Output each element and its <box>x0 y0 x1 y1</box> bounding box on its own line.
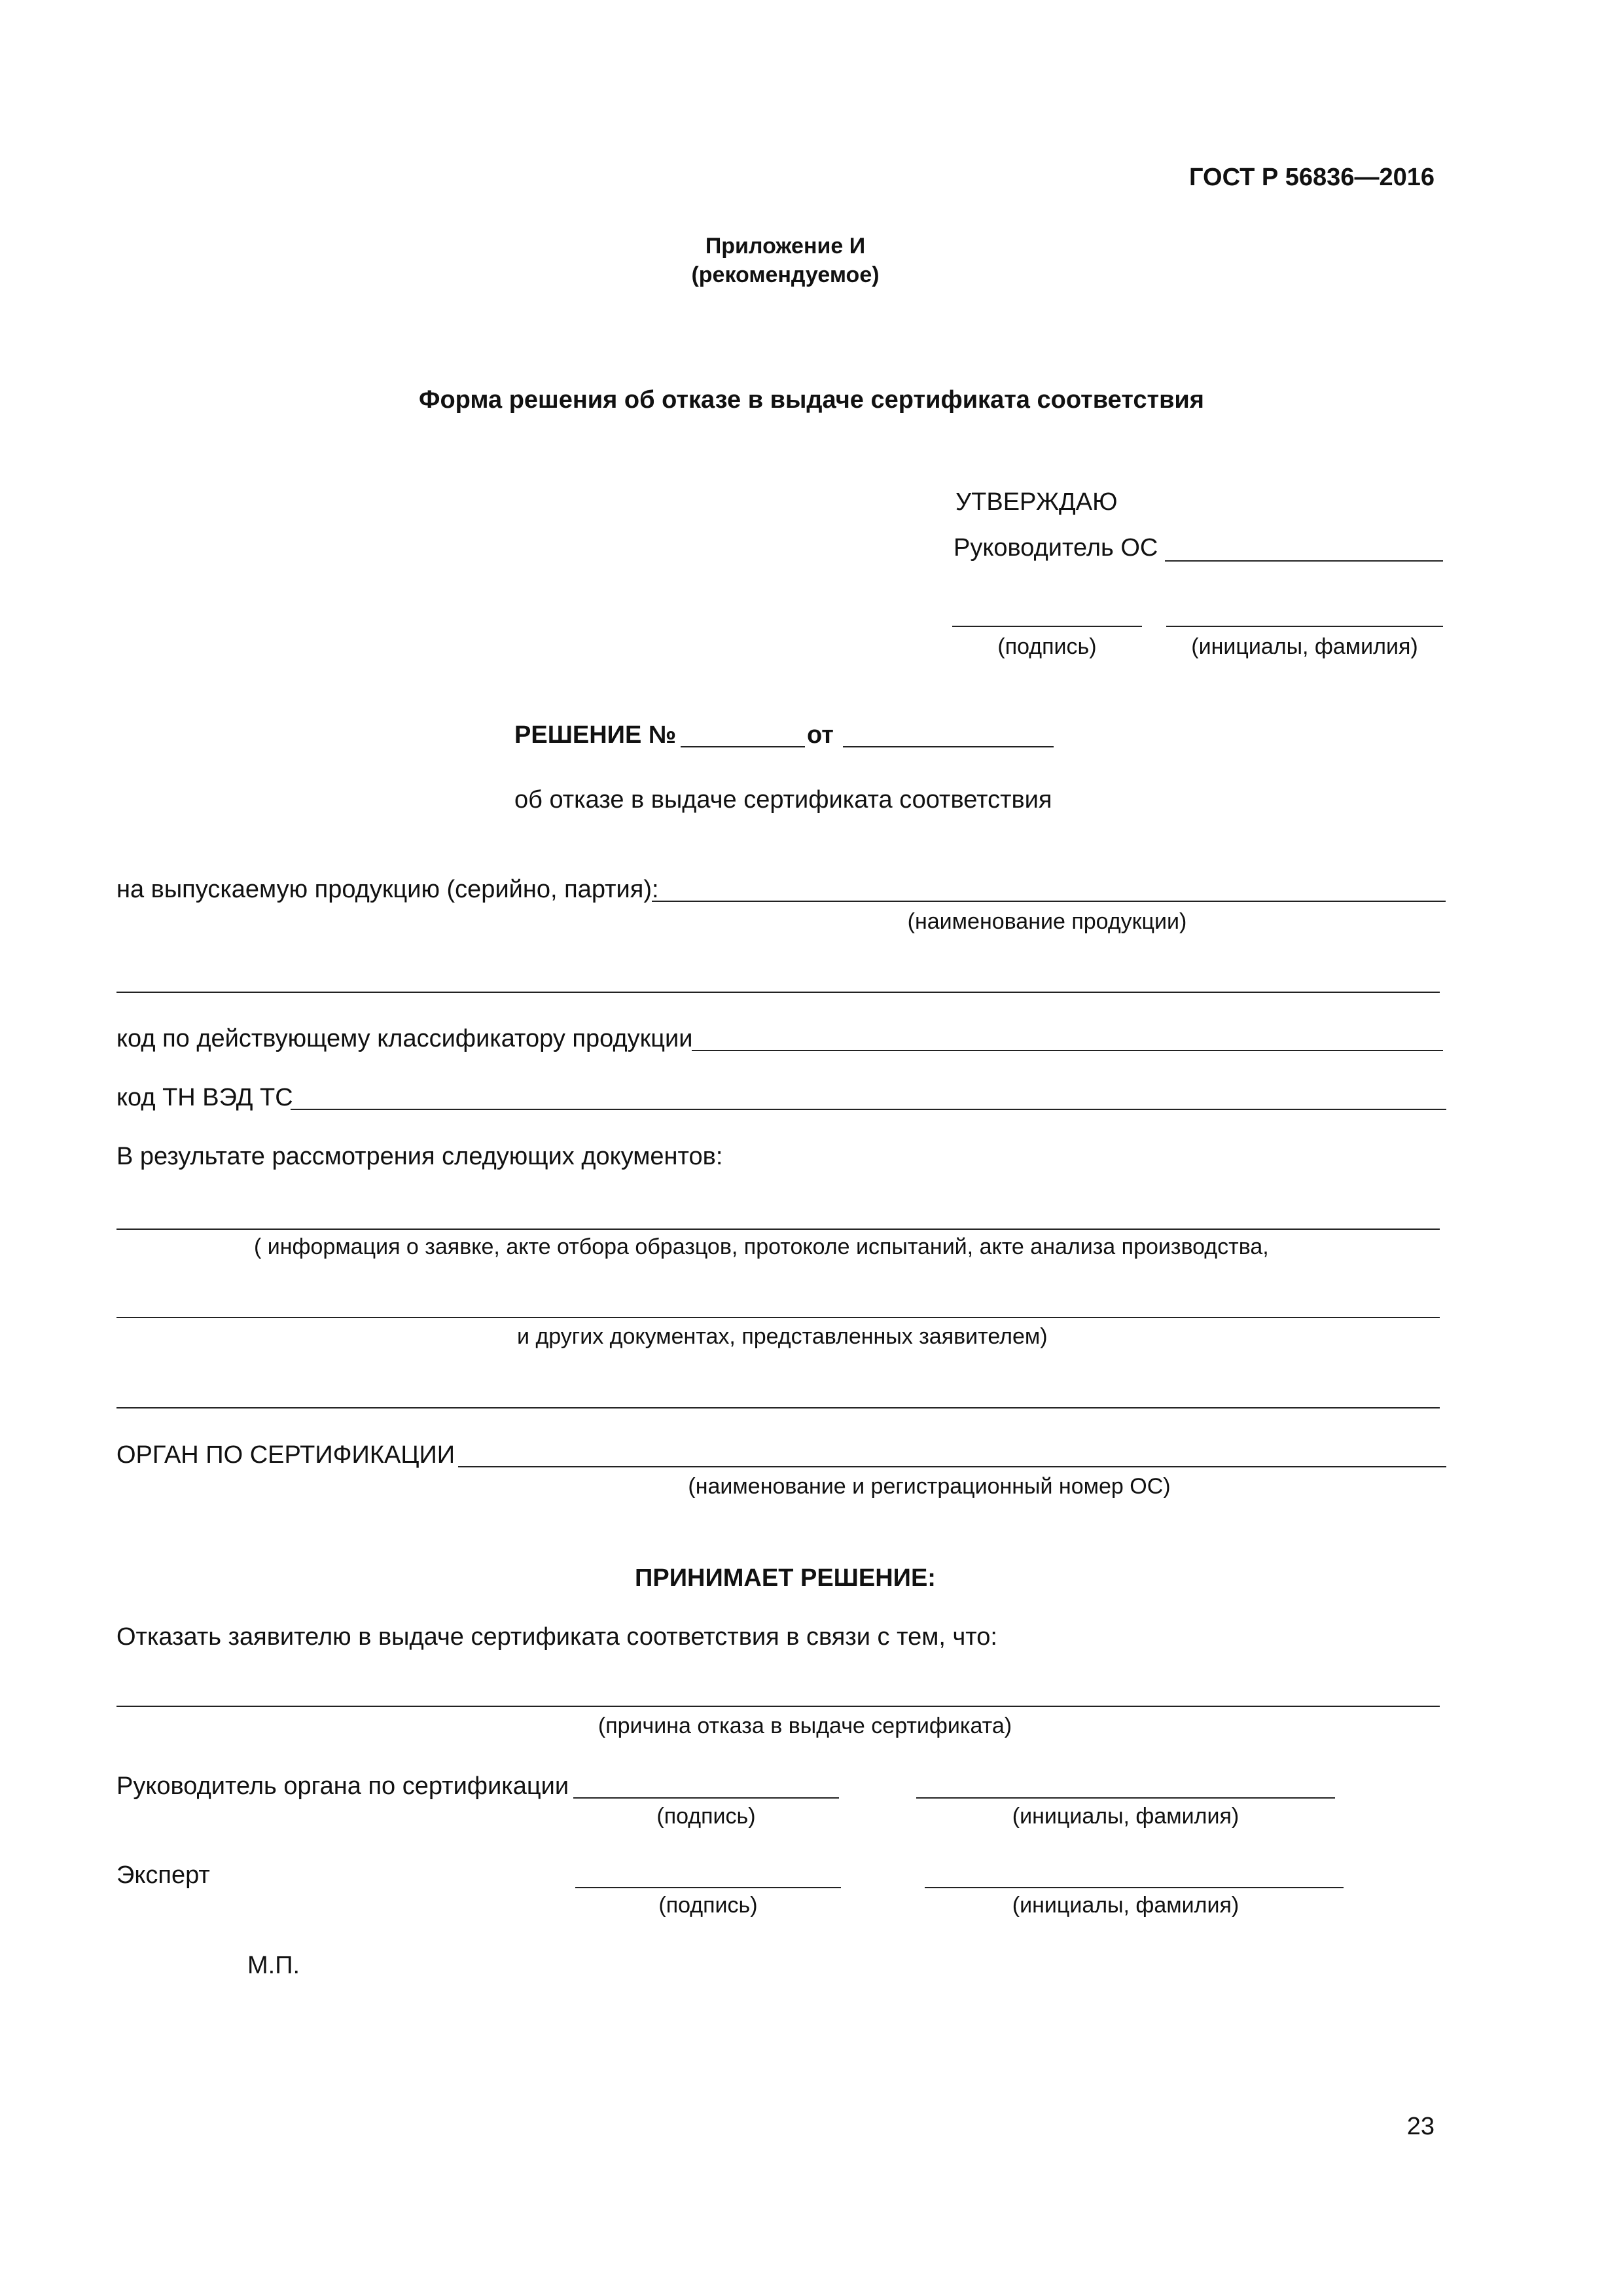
documents-line-2 <box>116 1317 1440 1318</box>
certification-body-caption: (наименование и регистрационный номер ОС) <box>688 1474 1171 1499</box>
decision-label: РЕШЕНИЕ № <box>514 721 677 749</box>
signatures-head-name-caption: (инициалы, фамилия) <box>1012 1804 1240 1829</box>
signatures-expert-label: Эксперт <box>116 1861 210 1889</box>
product-line-2 <box>116 992 1440 993</box>
decision-subtitle: об отказе в выдаче сертификата соответствия <box>514 786 1052 814</box>
approval-name-line <box>1166 626 1443 627</box>
documents-caption-1: ( информация о заявке, акте отбора образцов, протоколе испытаний, акте анализа производства, <box>254 1234 1269 1259</box>
appendix-title: Приложение И <box>705 234 866 259</box>
appendix-subtitle: (рекомендуемое) <box>691 262 880 287</box>
approve-label: УТВЕРЖДАЮ <box>955 488 1118 516</box>
signatures-expert-signature-line <box>575 1887 841 1888</box>
form-title: Форма решения об отказе в выдаче сертификата соответствия <box>419 386 1204 414</box>
signatures-expert-name-caption: (инициалы, фамилия) <box>1012 1893 1240 1918</box>
approval-signature-caption: (подпись) <box>997 634 1097 659</box>
decision-number-line <box>681 746 805 747</box>
approval-head-line <box>1165 560 1443 562</box>
documents-line-3 <box>116 1407 1440 1408</box>
certification-body-label: ОРГАН ПО СЕРТИФИКАЦИИ <box>116 1441 455 1469</box>
certification-body-line <box>458 1466 1446 1467</box>
product-line <box>652 901 1446 902</box>
product-caption: (наименование продукции) <box>907 909 1187 934</box>
documents-label: В результате рассмотрения следующих документов: <box>116 1143 723 1170</box>
resolution-heading: ПРИНИМАЕТ РЕШЕНИЕ: <box>635 1564 936 1592</box>
classifier-line <box>692 1050 1443 1051</box>
tnved-line <box>291 1109 1446 1110</box>
signatures-head-label: Руководитель органа по сертификации <box>116 1772 569 1800</box>
reason-caption: (причина отказа в выдаче сертификата) <box>597 1713 1012 1738</box>
decision-date-line <box>843 746 1054 747</box>
approval-name-caption: (инициалы, фамилия) <box>1191 634 1418 659</box>
approval-head-label: Руководитель ОС <box>954 534 1158 562</box>
page-number: 23 <box>1406 2113 1435 2140</box>
signatures-head-name-line <box>916 1797 1335 1799</box>
classifier-label: код по действующему классификатору продукции <box>116 1025 693 1052</box>
signatures-expert-signature-caption: (подпись) <box>658 1893 758 1918</box>
stamp-label: М.П. <box>247 1952 300 1979</box>
signatures-head-signature-caption: (подпись) <box>656 1804 756 1829</box>
resolution-text: Отказать заявителю в выдаче сертификата соответствия в связи с тем, что: <box>116 1623 997 1651</box>
documents-line-1 <box>116 1229 1440 1230</box>
signatures-head-signature-line <box>573 1797 839 1799</box>
tnved-label: код ТН ВЭД ТС <box>116 1084 293 1111</box>
standard-number: ГОСТ Р 56836—2016 <box>1189 164 1435 191</box>
documents-caption-2: и других документах, представленных заявителем) <box>517 1324 1048 1349</box>
reason-line <box>116 1706 1440 1707</box>
signatures-expert-name-line <box>925 1887 1344 1888</box>
approval-signature-line <box>952 626 1142 627</box>
decision-from-label: от <box>807 721 834 749</box>
product-label: на выпускаемую продукцию (серийно, партия): <box>116 876 659 903</box>
